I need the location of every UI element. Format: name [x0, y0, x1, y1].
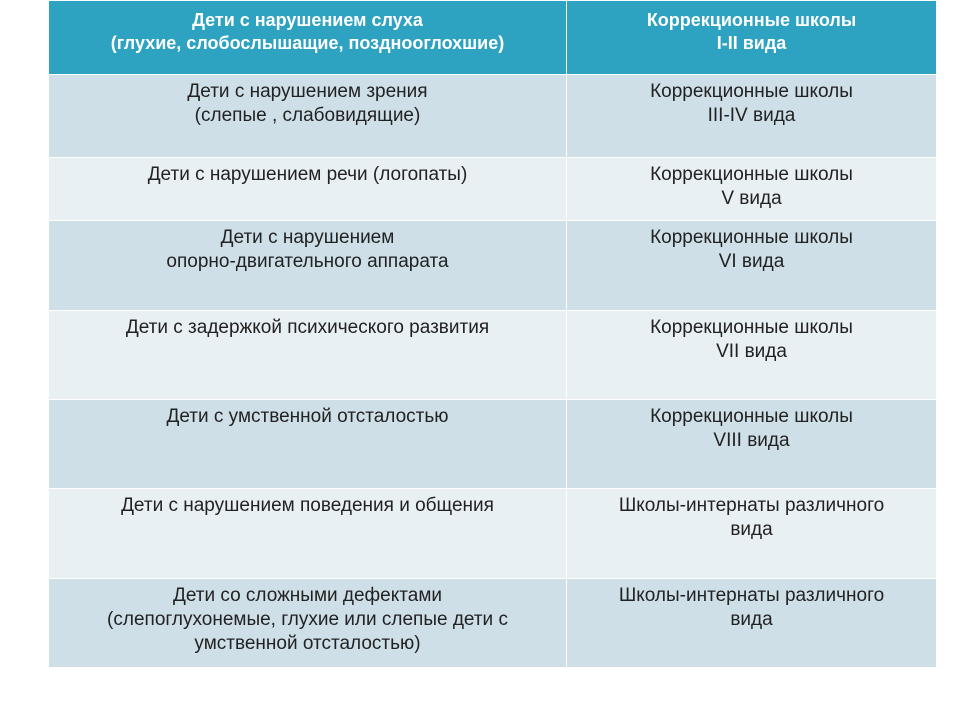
cell-line: Школы-интернаты различного: [618, 495, 885, 516]
cell-line: Дети с нарушением: [220, 227, 395, 248]
cell-line: вида: [730, 609, 773, 630]
cell-line: III-IV вида: [707, 105, 796, 126]
cell-children-category: [49, 489, 567, 579]
cell-children-category: [49, 221, 567, 311]
cell-line: (слепоглухонемые, глухие или слепые дети с: [107, 609, 508, 630]
cell-line: VIII вида: [713, 430, 790, 451]
cell-line: Дети с нарушением речи (логопаты): [147, 164, 468, 185]
table-row: [49, 75, 937, 158]
cell-line: Дети с задержкой психического развития: [125, 317, 490, 338]
cell-children-category: [49, 579, 567, 668]
cell-school-type: [567, 400, 937, 489]
cell-children-category: [49, 311, 567, 400]
cell-line: Коррекционные школы: [650, 406, 853, 427]
cell-line: умственной отсталостью): [194, 633, 421, 654]
header-cell-school-type: [567, 1, 937, 75]
table-row: [49, 489, 937, 579]
cell-line: Дети с нарушением поведения и общения: [121, 495, 494, 516]
cell-line: Школы-интернаты различного: [618, 585, 885, 606]
cell-line: VII вида: [716, 341, 787, 362]
cell-children-category: [49, 400, 567, 489]
cell-line: Дети с нарушением зрения: [187, 81, 428, 102]
cell-school-type: [567, 221, 937, 311]
cell-children-category: [49, 75, 567, 158]
header-cell-children-category: [49, 1, 567, 75]
cell-school-type: [567, 158, 937, 221]
table-row: [49, 579, 937, 668]
cell-children-category: [49, 158, 567, 221]
cell-school-type: [567, 489, 937, 579]
cell-line: Коррекционные школы: [650, 317, 853, 338]
cell-line: Дети со сложными дефектами: [172, 585, 443, 606]
table-row: [49, 158, 937, 221]
cell-line: V вида: [721, 188, 782, 209]
cell-line: VI вида: [718, 251, 785, 272]
table-header-row: [49, 1, 937, 75]
cell-school-type: [567, 75, 937, 158]
header-line: I-II вида: [716, 33, 787, 53]
header-line: Дети с нарушением слуха: [192, 10, 423, 30]
table-row: [49, 400, 937, 489]
header-line: (глухие, слобослышащие, позднооглохшие): [110, 33, 505, 53]
cell-school-type: [567, 579, 937, 668]
cell-line: (слепые , слабовидящие): [194, 105, 421, 126]
cell-line: Коррекционные школы: [650, 81, 853, 102]
cell-line: Коррекционные школы: [650, 164, 853, 185]
cell-line: Дети с умственной отсталостью: [166, 406, 449, 427]
cell-line: вида: [730, 519, 773, 540]
cell-school-type: [567, 311, 937, 400]
table-row: [49, 311, 937, 400]
cell-line: опорно-двигательного аппарата: [166, 251, 449, 272]
cell-line: Коррекционные школы: [650, 227, 853, 248]
table-row: [49, 221, 937, 311]
header-line: Коррекционные школы: [646, 10, 857, 30]
schools-table: [48, 0, 937, 668]
